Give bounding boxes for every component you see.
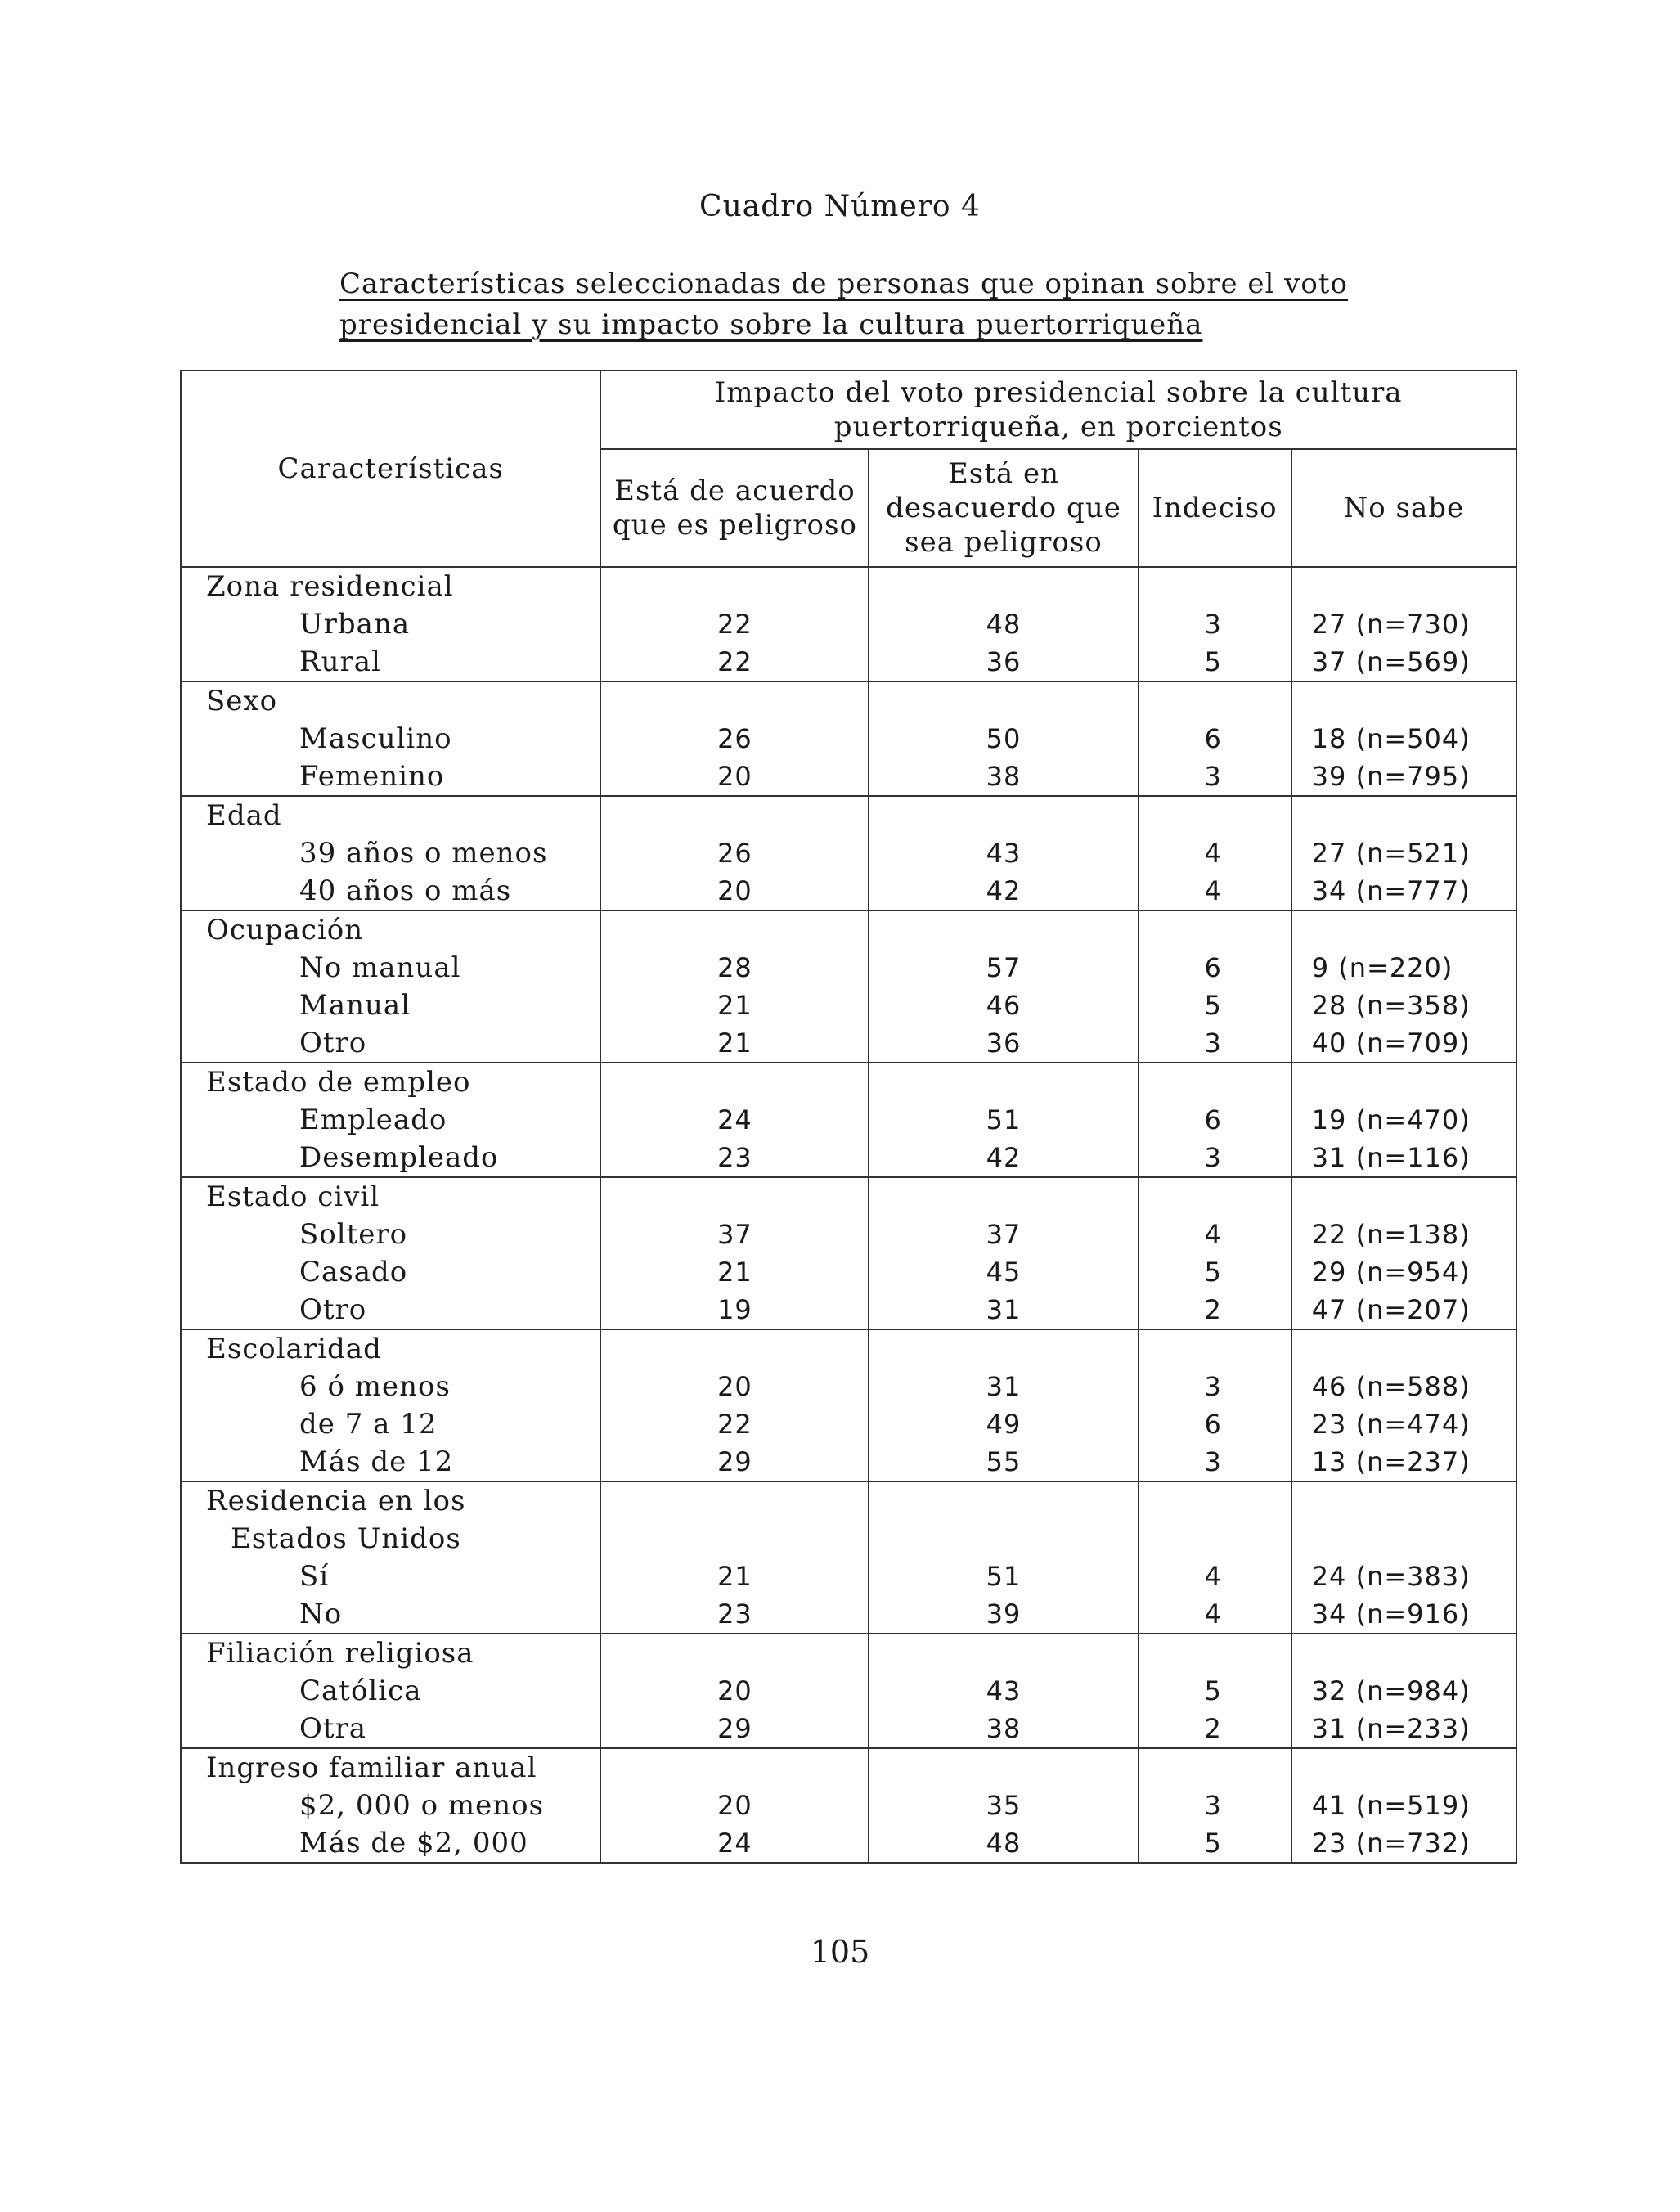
cell-disagree: 38 [869, 1710, 1138, 1748]
empty-cell [1291, 1634, 1516, 1672]
empty-cell [869, 1481, 1138, 1520]
row-label: No [181, 1595, 600, 1634]
table-row [181, 1024, 1516, 1063]
table-row [181, 1443, 1516, 1481]
group-header-row [181, 910, 1516, 949]
cell-disagree: 43 [869, 1672, 1138, 1710]
empty-cell [600, 567, 869, 605]
table-row [181, 1405, 1516, 1443]
cell-agree: 23 [600, 1139, 869, 1177]
empty-cell [1139, 1177, 1291, 1216]
cell-no-sabe: 27 (n=521) [1291, 834, 1516, 872]
cell-disagree: 39 [869, 1595, 1138, 1634]
cell-undecided: 5 [1139, 1253, 1291, 1291]
cell-undecided: 3 [1139, 758, 1291, 796]
group-header-row [181, 796, 1516, 834]
cell-agree: 20 [600, 758, 869, 796]
empty-cell [1291, 567, 1516, 605]
empty-cell [1139, 910, 1291, 949]
cell-disagree: 35 [869, 1787, 1138, 1824]
group-header-row [181, 1481, 1516, 1520]
empty-cell [869, 1063, 1138, 1101]
empty-cell [600, 1634, 869, 1672]
cell-agree: 21 [600, 1253, 869, 1291]
cell-disagree: 38 [869, 758, 1138, 796]
cell-no-sabe: 41 (n=519) [1291, 1787, 1516, 1824]
cell-agree: 20 [600, 872, 869, 910]
cell-no-sabe: 39 (n=795) [1291, 758, 1516, 796]
cell-agree: 24 [600, 1101, 869, 1139]
empty-cell [1139, 1520, 1291, 1558]
empty-cell [1291, 1177, 1516, 1216]
empty-cell [600, 681, 869, 720]
empty-cell [1139, 796, 1291, 834]
cell-no-sabe: 40 (n=709) [1291, 1024, 1516, 1063]
cell-undecided: 6 [1139, 1101, 1291, 1139]
row-label: 40 años o más [181, 872, 600, 910]
table-row [181, 758, 1516, 796]
row-label: Otra [181, 1710, 600, 1748]
cell-disagree: 51 [869, 1101, 1138, 1139]
cell-undecided: 3 [1139, 1443, 1291, 1481]
empty-cell [600, 796, 869, 834]
cell-undecided: 3 [1139, 1787, 1291, 1824]
header-impact: Impacto del voto presidencial sobre la cultura puertorriqueña, en porcientos [600, 371, 1516, 449]
group-header-row [181, 1329, 1516, 1368]
cell-no-sabe: 24 (n=383) [1291, 1558, 1516, 1595]
cell-undecided: 4 [1139, 1595, 1291, 1634]
table-row [181, 1672, 1516, 1710]
row-label: Casado [181, 1253, 600, 1291]
row-label: Rural [181, 643, 600, 681]
row-label: Otro [181, 1291, 600, 1329]
cell-agree: 29 [600, 1443, 869, 1481]
row-label: Otro [181, 1024, 600, 1063]
cell-disagree: 55 [869, 1443, 1138, 1481]
cell-no-sabe: 32 (n=984) [1291, 1672, 1516, 1710]
empty-cell [869, 567, 1138, 605]
row-label: Empleado [181, 1101, 600, 1139]
row-label: Más de $2, 000 [181, 1824, 600, 1863]
empty-cell [600, 1748, 869, 1787]
cell-undecided: 3 [1139, 1024, 1291, 1063]
cell-no-sabe: 22 (n=138) [1291, 1216, 1516, 1253]
empty-cell [1139, 1634, 1291, 1672]
table-row [181, 872, 1516, 910]
empty-cell [869, 681, 1138, 720]
group-label: Ocupación [181, 910, 600, 949]
cell-disagree: 48 [869, 605, 1138, 643]
table-row [181, 1824, 1516, 1863]
cell-agree: 20 [600, 1787, 869, 1824]
group-label: Edad [181, 796, 600, 834]
cell-disagree: 46 [869, 987, 1138, 1024]
group-header-row [181, 1063, 1516, 1101]
group-subheader-row [181, 1520, 1516, 1558]
empty-cell [600, 1063, 869, 1101]
cell-no-sabe: 18 (n=504) [1291, 720, 1516, 758]
cell-agree: 20 [600, 1672, 869, 1710]
row-label: Femenino [181, 758, 600, 796]
cell-agree: 20 [600, 1368, 869, 1405]
header-disagree: Está en desacuerdo que sea peligroso [869, 449, 1138, 567]
cell-agree: 21 [600, 987, 869, 1024]
table-row [181, 1291, 1516, 1329]
cell-disagree: 36 [869, 1024, 1138, 1063]
table-row [181, 1368, 1516, 1405]
row-label: Sí [181, 1558, 600, 1595]
header-agree: Está de acuerdo que es peligroso [600, 449, 869, 567]
empty-cell [1291, 1329, 1516, 1368]
group-label: Estado de empleo [181, 1063, 600, 1101]
table-row [181, 1101, 1516, 1139]
empty-cell [1139, 681, 1291, 720]
cell-undecided: 4 [1139, 834, 1291, 872]
cell-no-sabe: 31 (n=233) [1291, 1710, 1516, 1748]
cell-agree: 22 [600, 605, 869, 643]
cell-undecided: 5 [1139, 643, 1291, 681]
empty-cell [1291, 1481, 1516, 1520]
group-label: Zona residencial [181, 567, 600, 605]
empty-cell [600, 1481, 869, 1520]
empty-cell [1291, 1520, 1516, 1558]
cell-undecided: 3 [1139, 1139, 1291, 1177]
table-row [181, 720, 1516, 758]
empty-cell [1291, 796, 1516, 834]
page-number: 105 [810, 1934, 870, 1970]
table-row [181, 1216, 1516, 1253]
cell-undecided: 4 [1139, 872, 1291, 910]
header-no-sabe: No sabe [1291, 449, 1516, 567]
cell-disagree: 45 [869, 1253, 1138, 1291]
empty-cell [869, 796, 1138, 834]
cell-disagree: 42 [869, 872, 1138, 910]
row-label: 39 años o menos [181, 834, 600, 872]
empty-cell [1139, 1329, 1291, 1368]
cell-disagree: 43 [869, 834, 1138, 872]
row-label: Desempleado [181, 1139, 600, 1177]
empty-cell [600, 1520, 869, 1558]
group-label: Estado civil [181, 1177, 600, 1216]
cell-undecided: 3 [1139, 1368, 1291, 1405]
group-header-row [181, 1634, 1516, 1672]
cell-no-sabe: 34 (n=916) [1291, 1595, 1516, 1634]
cell-disagree: 48 [869, 1824, 1138, 1863]
table-row [181, 1787, 1516, 1824]
cell-undecided: 4 [1139, 1216, 1291, 1253]
table-row [181, 949, 1516, 987]
cell-undecided: 5 [1139, 1672, 1291, 1710]
cell-disagree: 50 [869, 720, 1138, 758]
row-label: 6 ó menos [181, 1368, 600, 1405]
empty-cell [600, 1329, 869, 1368]
cell-no-sabe: 37 (n=569) [1291, 643, 1516, 681]
cell-undecided: 2 [1139, 1710, 1291, 1748]
cell-no-sabe: 46 (n=588) [1291, 1368, 1516, 1405]
cell-no-sabe: 28 (n=358) [1291, 987, 1516, 1024]
table-row [181, 1139, 1516, 1177]
cell-undecided: 6 [1139, 1405, 1291, 1443]
cell-no-sabe: 47 (n=207) [1291, 1291, 1516, 1329]
empty-cell [600, 910, 869, 949]
cell-disagree: 51 [869, 1558, 1138, 1595]
cell-no-sabe: 23 (n=474) [1291, 1405, 1516, 1443]
group-header-row [181, 567, 1516, 605]
empty-cell [1291, 910, 1516, 949]
cell-disagree: 36 [869, 643, 1138, 681]
group-label: Ingreso familiar anual [181, 1748, 600, 1787]
table-caption: Características seleccionadas de personas que opinan sobre el voto presidencial y su impacto sobre la cultura puertorriqueña [339, 268, 1348, 341]
empty-cell [600, 1177, 869, 1216]
group-header-row [181, 1748, 1516, 1787]
empty-cell [1139, 567, 1291, 605]
cell-disagree: 42 [869, 1139, 1138, 1177]
cell-agree: 26 [600, 720, 869, 758]
empty-cell [869, 1329, 1138, 1368]
group-label: Filiación religiosa [181, 1634, 600, 1672]
cell-disagree: 49 [869, 1405, 1138, 1443]
cell-undecided: 5 [1139, 1824, 1291, 1863]
cell-undecided: 4 [1139, 1558, 1291, 1595]
cell-disagree: 57 [869, 949, 1138, 987]
empty-cell [869, 910, 1138, 949]
cell-agree: 22 [600, 1405, 869, 1443]
group-header-row [181, 681, 1516, 720]
group-label: Residencia en los [181, 1481, 600, 1520]
cell-agree: 21 [600, 1558, 869, 1595]
table-title: Cuadro Número 4 [699, 190, 981, 223]
cell-no-sabe: 31 (n=116) [1291, 1139, 1516, 1177]
table-row [181, 987, 1516, 1024]
table-row [181, 834, 1516, 872]
cell-no-sabe: 34 (n=777) [1291, 872, 1516, 910]
empty-cell [1291, 681, 1516, 720]
cell-no-sabe: 23 (n=732) [1291, 1824, 1516, 1863]
cell-agree: 22 [600, 643, 869, 681]
row-label: Masculino [181, 720, 600, 758]
table-row [181, 1558, 1516, 1595]
empty-cell [869, 1748, 1138, 1787]
cell-agree: 29 [600, 1710, 869, 1748]
cell-agree: 23 [600, 1595, 869, 1634]
empty-cell [1291, 1063, 1516, 1101]
row-label: $2, 000 o menos [181, 1787, 600, 1824]
row-label: Soltero [181, 1216, 600, 1253]
group-sublabel: Estados Unidos [181, 1520, 600, 1558]
group-label: Escolaridad [181, 1329, 600, 1368]
row-label: Católica [181, 1672, 600, 1710]
table-row [181, 643, 1516, 681]
header-characteristics: Características [181, 371, 600, 567]
cell-no-sabe: 19 (n=470) [1291, 1101, 1516, 1139]
cell-disagree: 31 [869, 1368, 1138, 1405]
empty-cell [1139, 1481, 1291, 1520]
empty-cell [1139, 1748, 1291, 1787]
cell-disagree: 37 [869, 1216, 1138, 1253]
header-undecided: Indeciso [1139, 449, 1291, 567]
table-row [181, 605, 1516, 643]
table-row [181, 1595, 1516, 1634]
data-table [180, 370, 1517, 1864]
table-row [181, 1253, 1516, 1291]
cell-no-sabe: 9 (n=220) [1291, 949, 1516, 987]
cell-undecided: 6 [1139, 949, 1291, 987]
empty-cell [1291, 1748, 1516, 1787]
cell-agree: 19 [600, 1291, 869, 1329]
cell-undecided: 2 [1139, 1291, 1291, 1329]
cell-no-sabe: 13 (n=237) [1291, 1443, 1516, 1481]
cell-no-sabe: 29 (n=954) [1291, 1253, 1516, 1291]
table-row [181, 1710, 1516, 1748]
row-label: Urbana [181, 605, 600, 643]
group-label: Sexo [181, 681, 600, 720]
row-label: de 7 a 12 [181, 1405, 600, 1443]
empty-cell [1139, 1063, 1291, 1101]
cell-agree: 21 [600, 1024, 869, 1063]
cell-agree: 37 [600, 1216, 869, 1253]
cell-no-sabe: 27 (n=730) [1291, 605, 1516, 643]
empty-cell [869, 1520, 1138, 1558]
cell-agree: 26 [600, 834, 869, 872]
cell-undecided: 6 [1139, 720, 1291, 758]
row-label: Manual [181, 987, 600, 1024]
cell-undecided: 3 [1139, 605, 1291, 643]
row-label: No manual [181, 949, 600, 987]
row-label: Más de 12 [181, 1443, 600, 1481]
cell-agree: 24 [600, 1824, 869, 1863]
cell-agree: 28 [600, 949, 869, 987]
cell-disagree: 31 [869, 1291, 1138, 1329]
group-header-row [181, 1177, 1516, 1216]
cell-undecided: 5 [1139, 987, 1291, 1024]
empty-cell [869, 1177, 1138, 1216]
empty-cell [869, 1634, 1138, 1672]
